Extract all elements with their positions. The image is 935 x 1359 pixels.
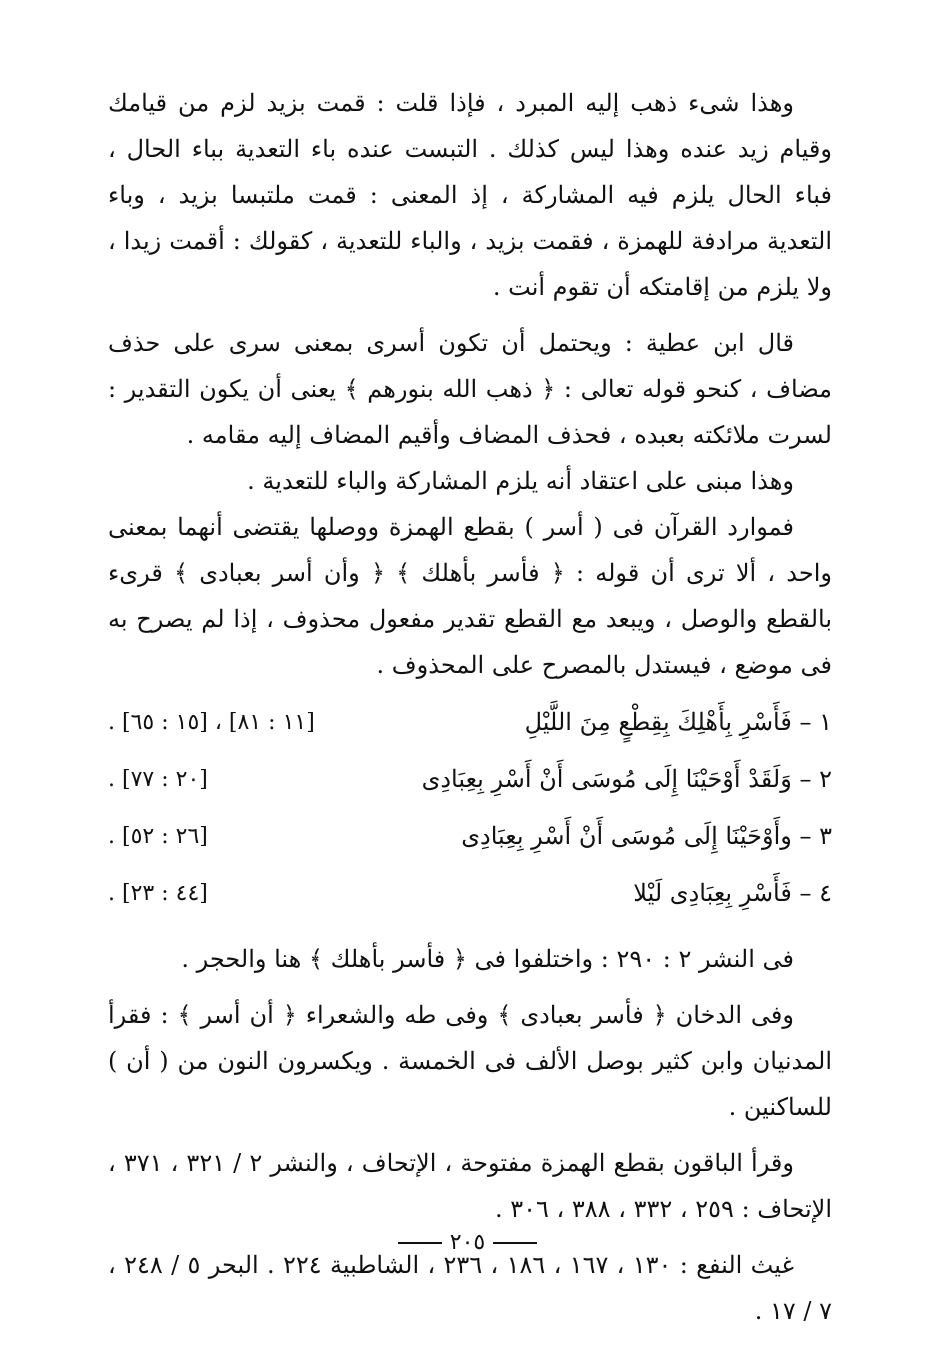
paragraph-mawarid: فموارد القرآن فى ( أسر ) بقطع الهمزة ووصلها يقتضى أنهما بمعنى واحد ، ألا ترى أن قوله : ﴿ فأسر بأهلك ﴾ ﴿ وأن أسر بعبادى ﴾ قرىء بالقطع والوصل ، ويبعد مع القطع تقدير مفعول محذوف ، إذا لم يصرح به فى موضع ، فيستدل بالمصرح على المحذوف .	[108, 513, 832, 679]
folio-rule-right	[398, 1242, 442, 1244]
note-dukhan: وفى الدخان ﴿ فأسر بعبادى ﴾ وفى طه والشعراء ﴿ أن أسر ﴾ : فقرأ المدنيان وابن كثير بوصل الألف فى الخمسة . ويكسرون النون من ( أن ) للساكنين .	[108, 1001, 832, 1121]
verse-list	[108, 694, 832, 922]
verse-reference: [٢٠ : ٧٧] .	[108, 767, 208, 792]
footnotes	[108, 936, 832, 1334]
folio-rule-left	[493, 1242, 537, 1244]
verse-number: ١	[819, 708, 832, 736]
verse-reference: [٤٤ : ٢٣] .	[108, 881, 208, 906]
paragraph-ibn-atiyya: قال ابن عطية : ويحتمل أن تكون أسرى بمعنى سرى على حذف مضاف ، كنحو قوله تعالى : ﴿ ذهب الله بنورهم ﴾ يعنى أن يكون التقدير : لسرت ملائكته بعبده ، فحذف المضاف وأقيم المضاف إليه مقامه .	[108, 329, 832, 449]
verse-item: ٤ – فَأَسْرِ بِعِبَادِى لَيْلا [٤٤ : ٢٣] .	[108, 865, 832, 922]
verse-number: ٤	[819, 879, 832, 907]
note-baqun: وقرأ الباقون بقطع الهمزة مفتوحة ، الإتحاف ، والنشر ٢ / ٣٢١ ، ٣٧١ ، الإتحاف : ٢٥٩ ، ٣٣٢ ، ٣٨٨ ، ٣٠٦ .	[108, 1149, 832, 1223]
page-body	[108, 80, 832, 1334]
verse-number: ٣	[819, 822, 832, 850]
note-ghayth: غيث النفع : ١٣٠ ، ١٦٧ ، ١٨٦ ، ٢٣٦ ، الشاطبية ٢٢٤ . البحر ٥ / ٢٤٨ ، ٧ / ١٧ .	[108, 1251, 832, 1325]
verse-reference: [١١ : ٨١] ، [١٥ : ٦٥] .	[108, 710, 315, 735]
verse-text: وَلَقَدْ أَوْحَيْنَا إِلَى مُوسَى أَنْ أَسْرِ بِعِبَادِى	[421, 765, 792, 793]
page-number-text: ٢٠٥	[449, 1230, 486, 1255]
verse-item: ١ – فَأَسْرِ بِأَهْلِكَ بِقِطْعٍ مِنَ اللَّيْلِ [١١ : ٨١] ، [١٥ : ٦٥] .	[108, 694, 832, 751]
verse-text: فَأَسْرِ بِعِبَادِى لَيْلا	[633, 879, 792, 907]
verse-text: فَأَسْرِ بِأَهْلِكَ بِقِطْعٍ مِنَ اللَّيْلِ	[524, 708, 792, 736]
page-number	[0, 1230, 935, 1255]
verse-text: وأَوْحَيْنَا إِلَى مُوسَى أَنْ أَسْرِ بِعِبَادِى	[461, 822, 792, 850]
paragraph-mubarrad: وهذا شىء ذهب إليه المبرد ، فإذا قلت : قمت بزيد لزم من قيامك وقيام زيد عنده وهذا ليس كذلك . التبست عنده باء التعدية بباء الحال ، فباء الحال يلزم فيه المشاركة ، إذ المعنى : قمت ملتبسا بزيد ، وباء التعدية مرادفة للهمزة ، فقمت بزيد ، والباء للتعدية ، كقولك : أقمت زيدا ، ولا يلزم من إقامتكه أن تقوم أنت .	[108, 89, 832, 301]
verse-item: ٢ – وَلَقَدْ أَوْحَيْنَا إِلَى مُوسَى أَنْ أَسْرِ بِعِبَادِى [٢٠ : ٧٧] .	[108, 751, 832, 808]
paragraph-mabni: وهذا مبنى على اعتقاد أنه يلزم المشاركة والباء للتعدية .	[247, 467, 794, 495]
note-nashr: فى النشر ٢ : ٢٩٠ : واختلفوا فى ﴿ فأسر بأهلك ﴾ هنا والحجر .	[181, 945, 794, 973]
verse-number: ٢	[819, 765, 832, 793]
verse-item: ٣ – وأَوْحَيْنَا إِلَى مُوسَى أَنْ أَسْرِ بِعِبَادِى [٢٦ : ٥٢] .	[108, 808, 832, 865]
verse-reference: [٢٦ : ٥٢] .	[108, 824, 208, 849]
